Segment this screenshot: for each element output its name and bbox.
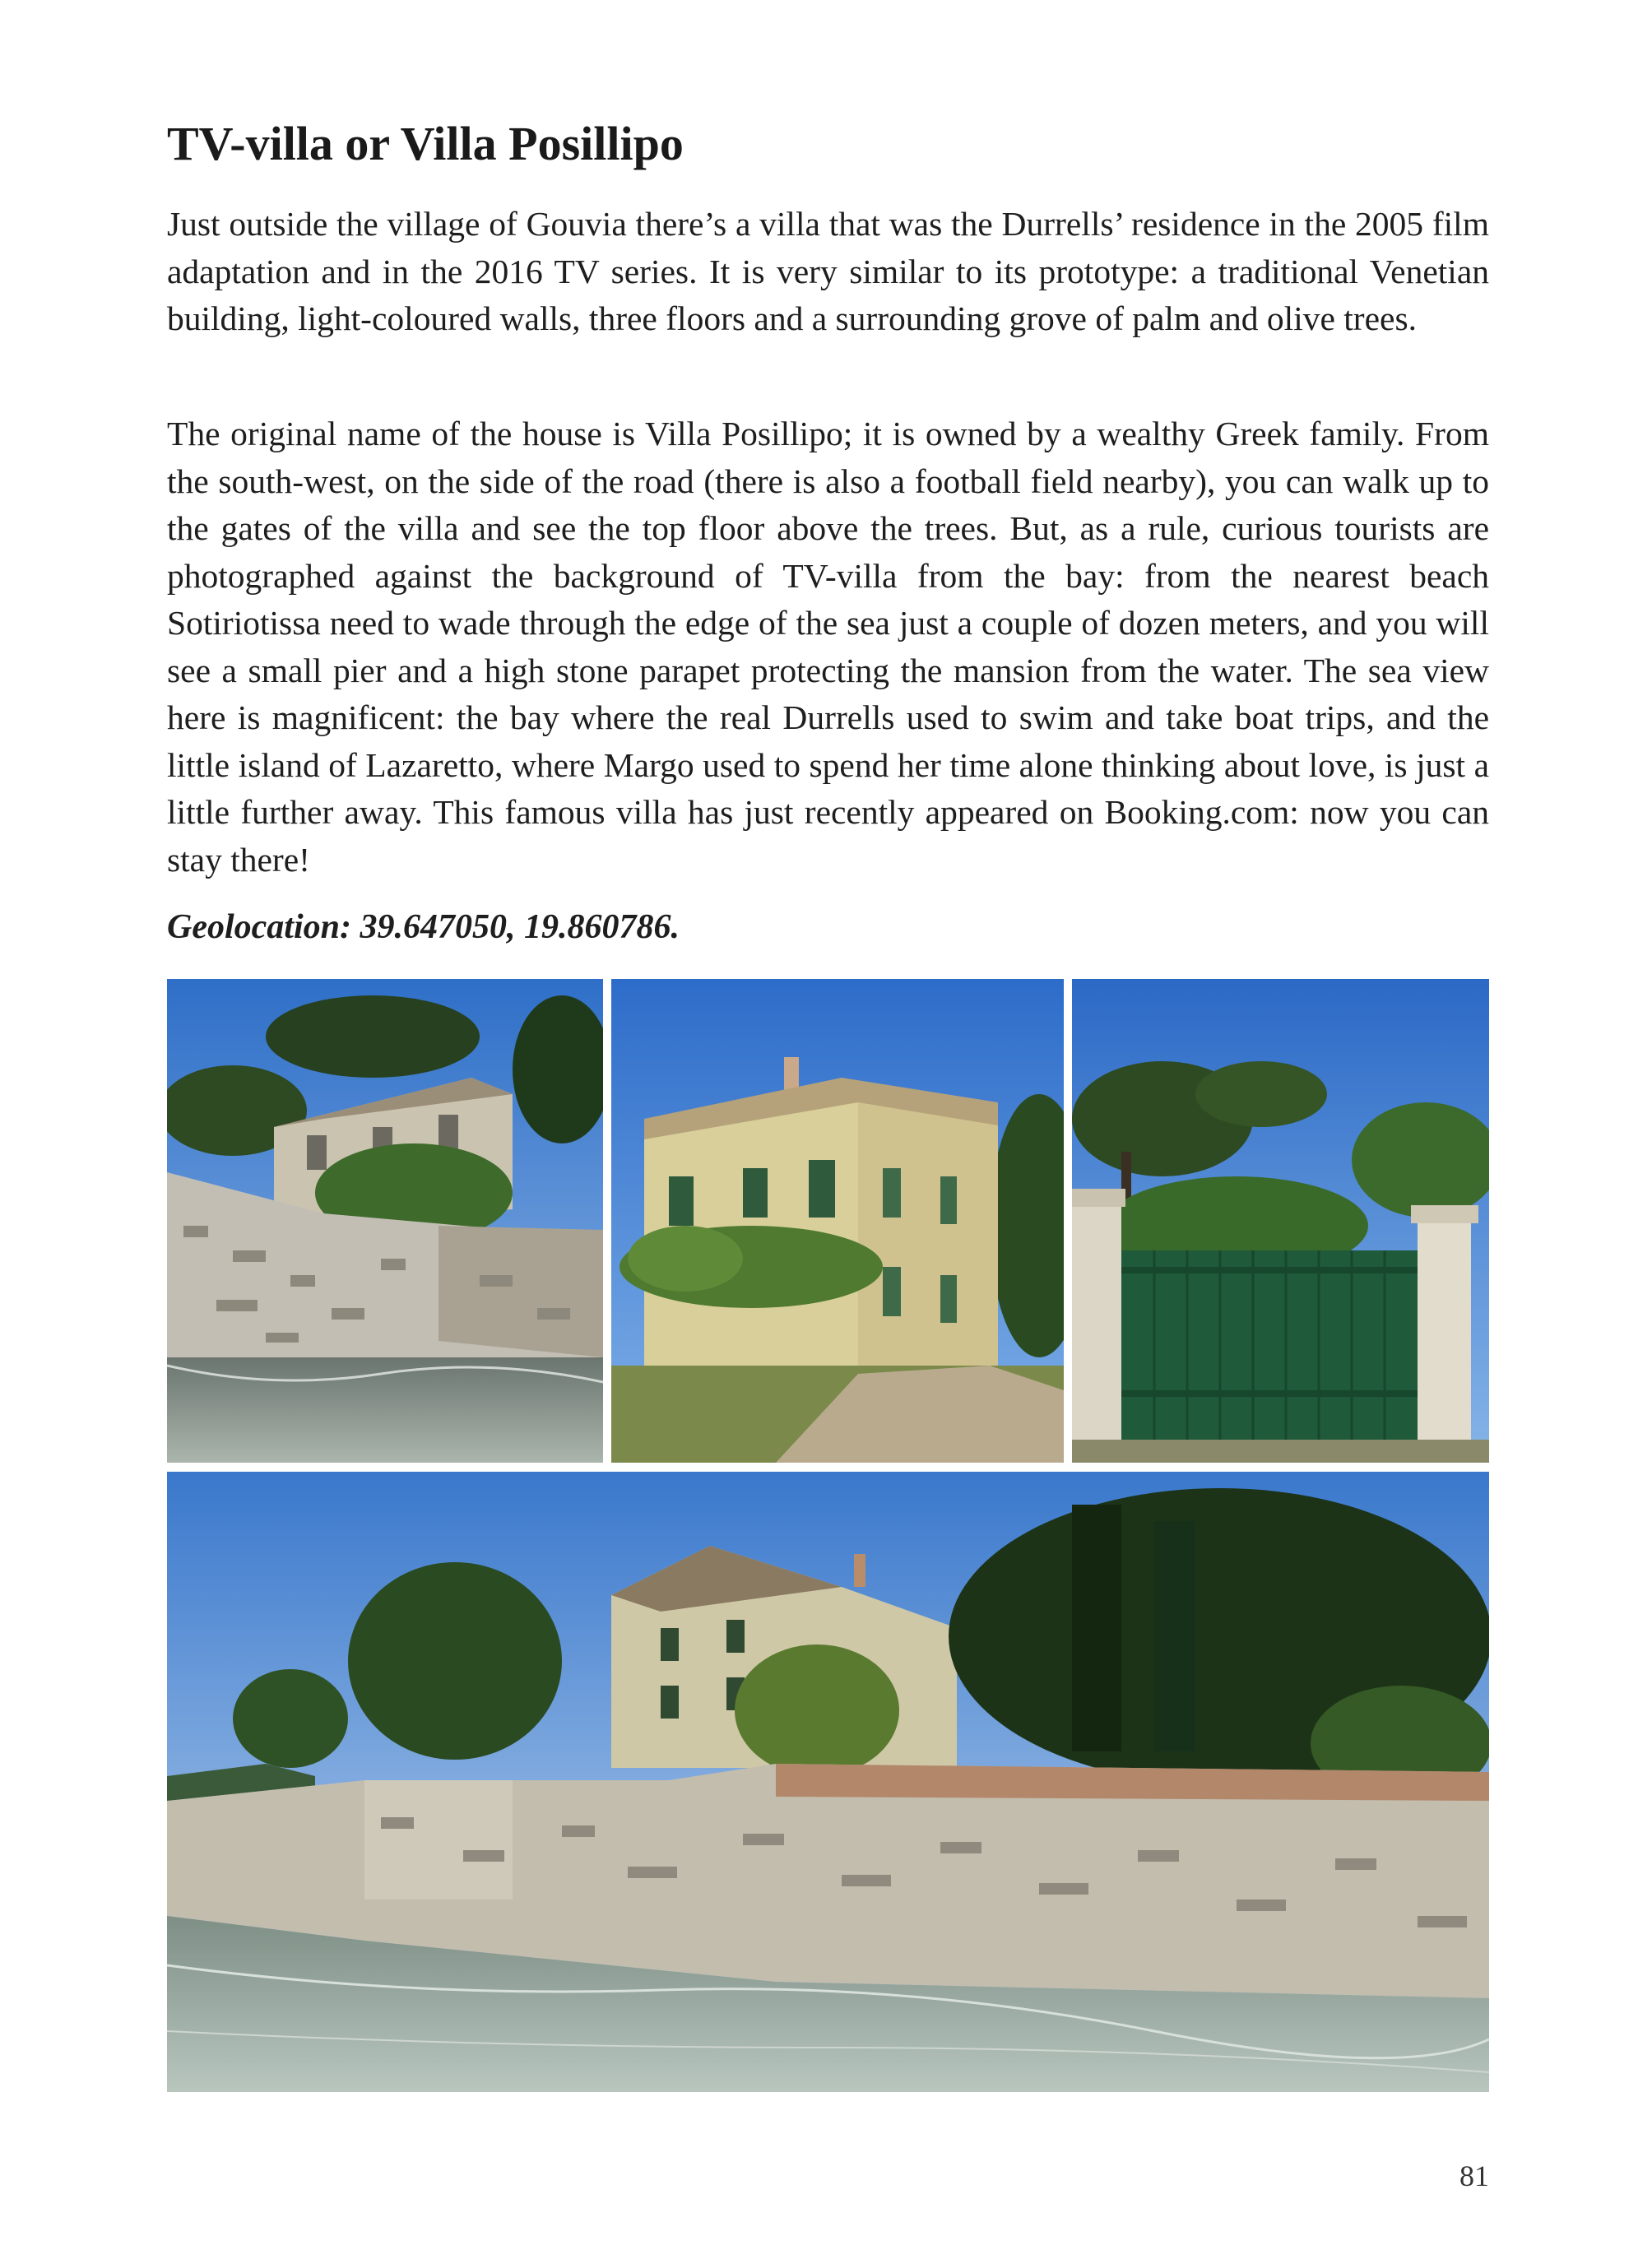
photo-villa-from-beach [167, 979, 603, 1463]
paragraph-intro: Just outside the village of Gouvia there’s a villa that was the Durrells’ residence in the 2005 film adaptation and in the 2016 TV series. It is very similar to its prototype: a traditional Venetian building, light-coloured walls, three floors and a surrounding grove of palm and olive trees. [167, 205, 1489, 337]
photo-villa-panorama [167, 1472, 1489, 2092]
geolocation: Geolocation: 39.647050, 19.860786. [167, 908, 680, 946]
section-title: TV-villa or Villa Posillipo [167, 117, 684, 170]
page-number: 81 [1459, 2159, 1489, 2192]
photo-villa-facade [611, 979, 1064, 1463]
photo-villa-gate [1072, 979, 1489, 1463]
paragraph-details: The original name of the house is Villa Posillipo; it is owned by a wealthy Greek family. From the south-west, on the side of the road (there is also a football field nearby), you can walk up to the gates of the villa and see the top floor above the trees. But, as a rule, curious tourists are photographed against the background of TV-villa from the bay: from the nearest beach Sotiriotissa need to wade through the edge of the sea just a couple of dozen meters, and you will see a small pier and a high stone parapet protecting the mansion from the water. The sea view here is magnificent: the bay where the real Durrells used to swim and take boat trips, and the little island of Lazaretto, where Margo used to spend her time alone thinking about love, is just a little further away. This famous villa has just recently appeared on Booking.com: now you can stay there! [167, 415, 1489, 879]
